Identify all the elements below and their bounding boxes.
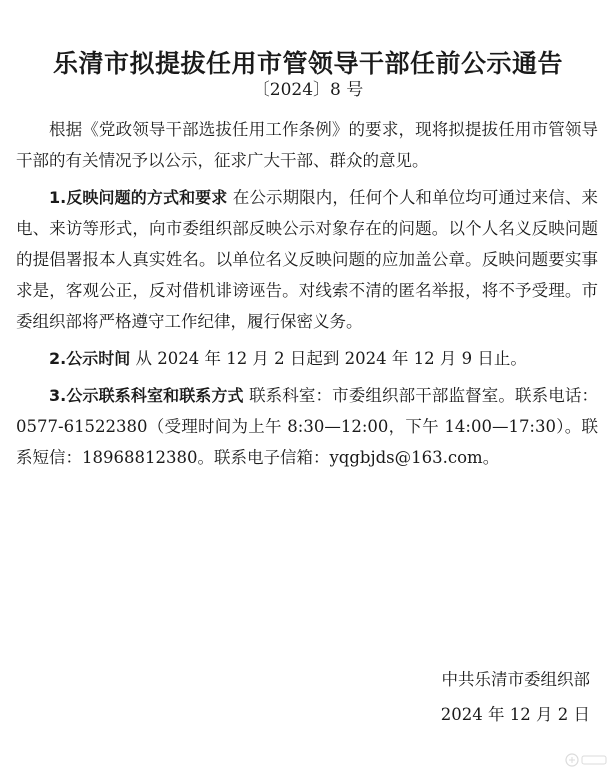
section-text: 从 2024 年 12 月 2 日起到 2024 年 12 月 9 日止。 <box>135 349 527 368</box>
section-heading: 1.反映问题的方式和要求 <box>49 188 228 207</box>
section-feedback <box>16 182 598 337</box>
signature-date: 2024 年 12 月 2 日 <box>440 705 590 724</box>
section-contact <box>16 380 598 473</box>
section-text: 联系科室：市委组织部干部监督室。联系电话：0577-61522380（受理时间为上午 8:30—12:00，下午 14:00—17:30）。联系短信：18968812380。联系电子信箱：yqgbjds@163.com。 <box>16 386 599 467</box>
signature-block <box>441 662 590 732</box>
document-body <box>16 114 598 479</box>
section-period <box>16 343 598 374</box>
intro-paragraph: 根据《党政领导干部选拔任用工作条例》的要求，现将拟提拔任用市管领导干部的有关情况予以公示，征求广大干部、群众的意见。 <box>16 120 598 170</box>
section-text: 在公示期限内，任何个人和单位均可通过来信、来电、来访等形式，向市委组织部反映公示对象存在的问题。以个人名义反映问题的提倡署报本人真实姓名。以单位名义反映问题的应加盖公章。反映问题要实事求是，客观公正，反对借机诽谤诬告。对线索不清的匿名举报，将不予受理。市委组织部将严格遵守工作纪律，履行保密义务。 <box>16 188 598 331</box>
signature-organization: 中共乐清市委组织部 <box>441 670 590 689</box>
watermark-logo-icon <box>564 750 610 770</box>
document-title: 乐清市拟提拔任用市管领导干部任前公示通告 <box>52 48 563 78</box>
section-heading: 3.公示联系科室和联系方式 <box>49 386 244 405</box>
section-heading: 2.公示时间 <box>49 349 131 368</box>
document-number: 〔2024〕8 号 <box>252 80 364 100</box>
